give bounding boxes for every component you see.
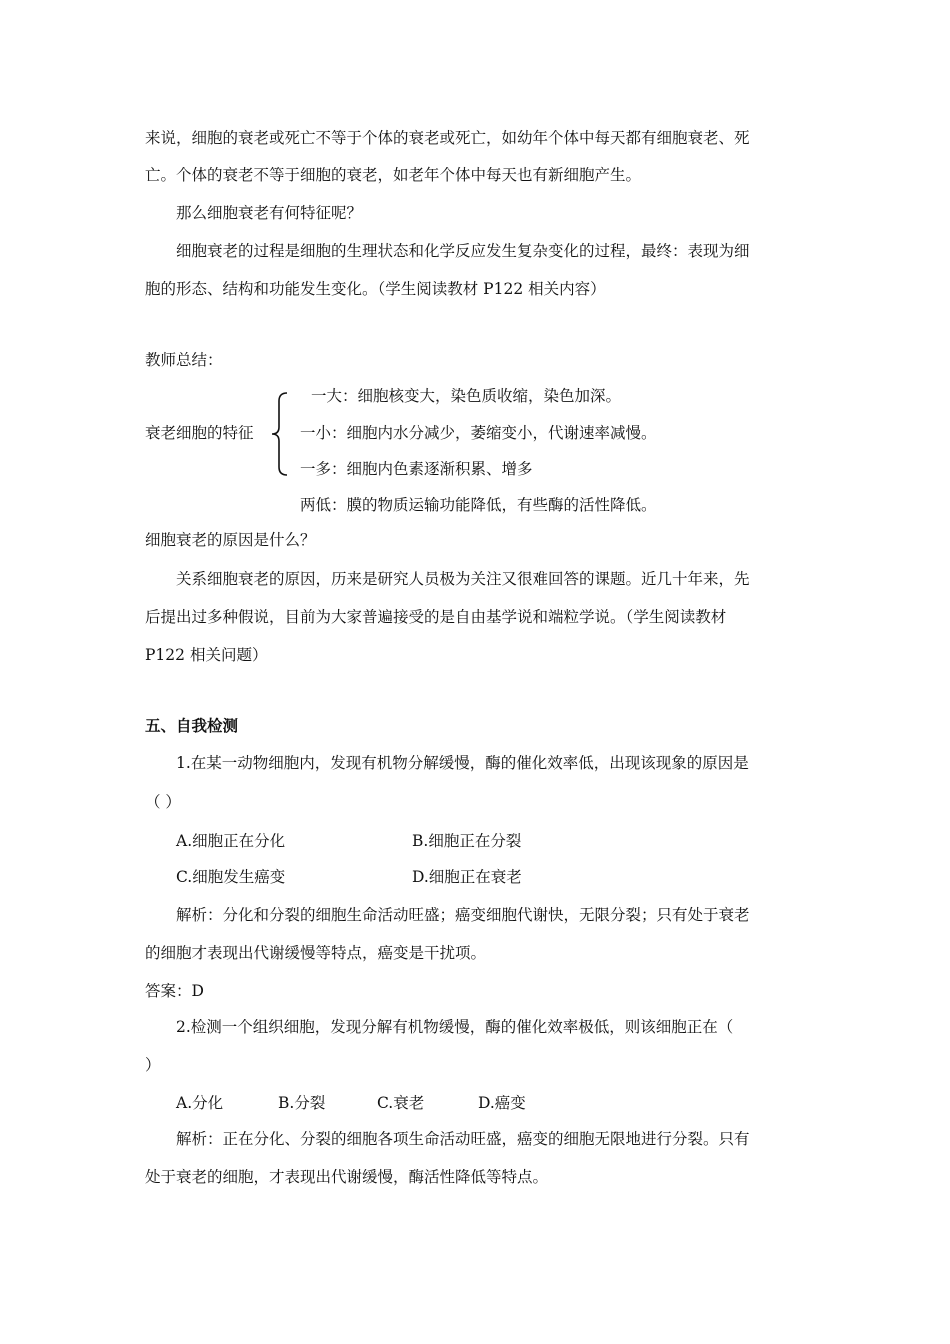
summary-item-3: 一多：细胞内色素逐渐积累、增多 — [300, 460, 533, 478]
causes-line-1: 关系细胞衰老的原因，历来是研究人员极为关注又很难回答的课题。近几十年来，先 — [176, 570, 750, 588]
q1-analysis-line-2: 的细胞才表现出代谢缓慢等特点，癌变是干扰项。 — [145, 944, 487, 962]
question-features: 那么细胞衰老有何特征呢？ — [176, 204, 363, 222]
intro-line-2: 亡。个体的衰老不等于细胞的衰老，如老年个体中每天也有新细胞产生。 — [145, 166, 642, 184]
q2-stem-line-2: ） — [145, 1056, 161, 1074]
q2-option-a: A.分化 — [176, 1094, 224, 1112]
causes-line-3: P122 相关问题） — [145, 646, 268, 664]
q1-analysis-line-1: 解析：分化和分裂的细胞生命活动旺盛；癌变细胞代谢快，无限分裂；只有处于衰老 — [176, 906, 750, 924]
q1-stem-line-2: （ ） — [145, 793, 181, 811]
q1-option-d: D.细胞正在衰老 — [412, 868, 522, 886]
causes-line-2: 后提出过多种假说，目前为大家普遍接受的是自由基学说和端粒学说。（学生阅读教材 — [145, 608, 727, 626]
q1-option-a: A.细胞正在分化 — [176, 832, 286, 850]
process-line-1: 细胞衰老的过程是细胞的生理状态和化学反应发生复杂变化的过程，最终：表现为细 — [176, 242, 750, 260]
summary-topic: 衰老细胞的特征 — [145, 424, 254, 442]
intro-line-1: 来说，细胞的衰老或死亡不等于个体的衰老或死亡，如幼年个体中每天都有细胞衰老、死 — [145, 129, 750, 147]
teacher-summary-label: 教师总结： — [145, 351, 223, 369]
summary-item-2: 一小：细胞内水分减少，萎缩变小，代谢速率减慢。 — [300, 424, 657, 442]
question-causes: 细胞衰老的原因是什么？ — [145, 531, 316, 549]
q1-answer: 答案：D — [145, 982, 204, 1000]
q2-stem-line-1: 2.检测一个组织细胞，发现分解有机物缓慢，酶的催化效率极低，则该细胞正在（ — [176, 1018, 734, 1036]
process-line-2: 胞的形态、结构和功能发生变化。（学生阅读教材 P122 相关内容） — [145, 280, 606, 298]
q2-option-d: D.癌变 — [478, 1094, 526, 1112]
q2-option-b: B.分裂 — [278, 1094, 326, 1112]
summary-item-1: 一大：细胞核变大，染色质收缩，染色加深。 — [311, 387, 622, 405]
q1-option-c: C.细胞发生癌变 — [176, 868, 286, 886]
curly-brace — [269, 391, 291, 477]
q1-stem-line-1: 1.在某一动物细胞内，发现有机物分解缓慢，酶的催化效率低，出现该现象的原因是 — [176, 754, 749, 772]
section-title: 五、自我检测 — [145, 717, 239, 735]
q2-analysis-line-1: 解析：正在分化、分裂的细胞各项生命活动旺盛，癌变的细胞无限地进行分裂。只有 — [176, 1130, 750, 1148]
summary-item-4: 两低：膜的物质运输功能降低，有些酶的活性降低。 — [300, 496, 657, 514]
q1-option-b: B.细胞正在分裂 — [412, 832, 522, 850]
q2-option-c: C.衰老 — [377, 1094, 425, 1112]
q2-analysis-line-2: 处于衰老的细胞，才表现出代谢缓慢，酶活性降低等特点。 — [145, 1168, 549, 1186]
